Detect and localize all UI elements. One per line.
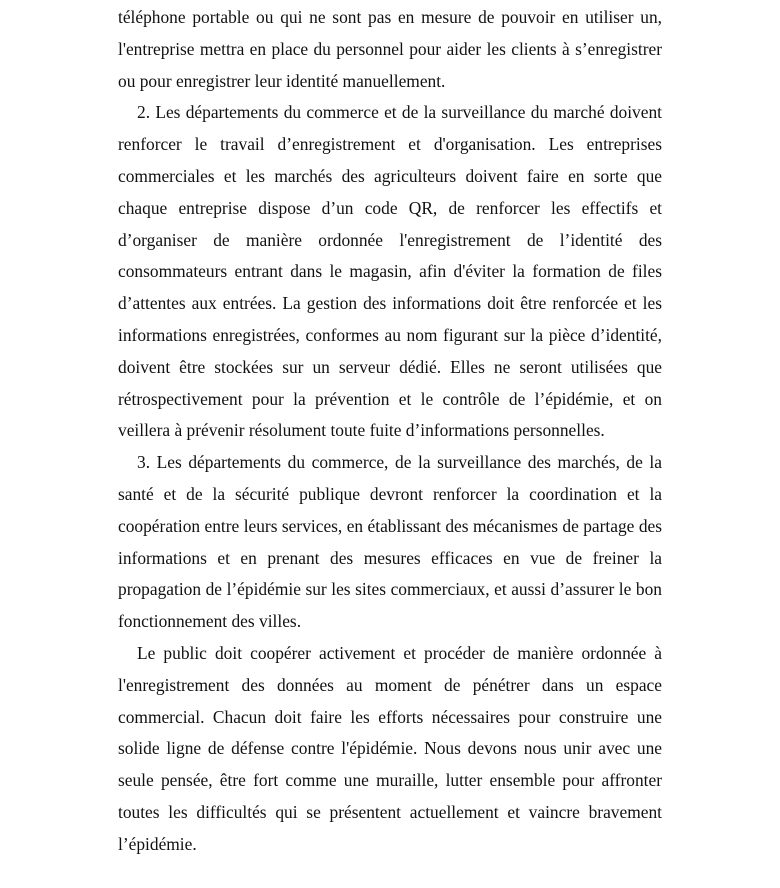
paragraph-continuation: téléphone portable ou qui ne sont pas en mesure de pouvoir en utiliser un, l'entreprise mettra en place du personnel pour aider les clients à s’enregistrer ou pour enregistrer leur identité manuellement. bbox=[118, 7, 662, 91]
paragraph-public-appeal: Le public doit coopérer activement et procéder de manière ordonnée à l'enregistrement des données au moment de pénétrer dans un espace commercial. Chacun doit faire les efforts nécessaires pour construire une solide ligne de défense contre l'épidémie. Nous devons nous unir avec une seule pensée, être fort comme une muraille, lutter ensemble pour affronter toutes les difficultés qui se présentent actuellement et vaincre bravement l’épidémie. bbox=[118, 642, 662, 854]
paragraph-point-2: 2. Les départements du commerce et de la surveillance du marché doivent renforcer le travail d’enregistrement et d'organisation. Les entreprises commerciales et les marchés des agriculteurs doivent faire en sorte que chaque entreprise dispose d’un code QR, de renforcer les effectifs et d’organiser de manière ordonnée l'enregistrement de l’identité des consommateurs entrant dans le magasin, afin d'éviter la formation de files d’attentes aux entrées. La gestion des informations doit être renforcée et les informations enregistrées, conformes au nom figurant sur la pièce d’identité, doivent être stockées sur un serveur dédié. Elles ne seront utilisées que rétrospectivement pour la prévention et le contrôle de l’épidémie, et on veillera à prévenir résolument toute fuite d’informations personnelles. bbox=[118, 102, 662, 441]
document-page bbox=[118, 2, 662, 861]
paragraph-point-3: 3. Les départements du commerce, de la surveillance des marchés, de la santé et de la sécurité publique devront renforcer la coordination et la coopération entre leurs services, en établissant des mécanismes de partage des informations et en prenant des mesures efficaces en vue de freiner la propagation de l’épidémie sur les sites commerciaux, et aussi d’assurer le bon fonctionnement des villes. bbox=[118, 452, 662, 632]
